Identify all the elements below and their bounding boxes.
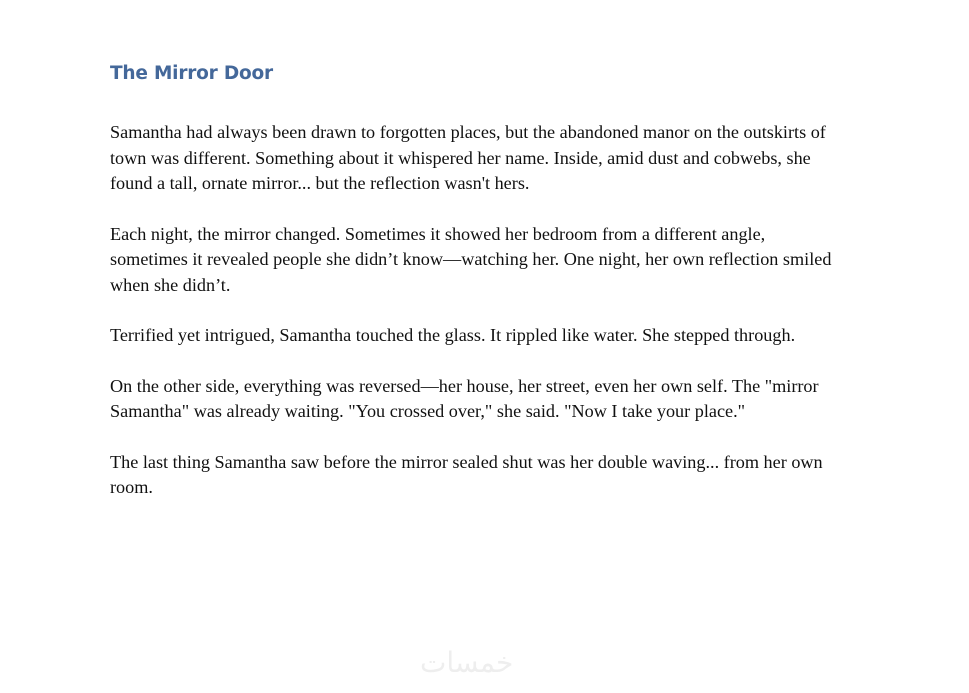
paragraph-2: Each night, the mirror changed. Sometimes it showed her bedroom from a different angle, sometimes it revealed people she didn’t know—watching her. One night, her own reflection smiled when she didn’t. <box>110 223 832 295</box>
document-body <box>110 120 840 526</box>
document-title: The Mirror Door <box>110 63 273 84</box>
paragraph-1: Samantha had always been drawn to forgotten places, but the abandoned manor on the outskirts of town was different. Something about it whispered her name. Inside, amid dust and cobwebs, she found a tall, ornate mirror... but the reflection wasn't hers. <box>110 122 826 193</box>
paragraph-3: Terrified yet intrigued, Samantha touched the glass. It rippled like water. She stepped through. <box>110 325 796 345</box>
paragraph-5: The last thing Samantha saw before the mirror sealed shut was her double waving... from her own room. <box>110 451 823 497</box>
watermark-logo: خمسات <box>420 646 514 679</box>
paragraph-4: On the other side, everything was reversed—her house, her street, even her own self. The "mirror Samantha" was already waiting. "You crossed over," she said. "Now I take your place." <box>110 375 819 421</box>
